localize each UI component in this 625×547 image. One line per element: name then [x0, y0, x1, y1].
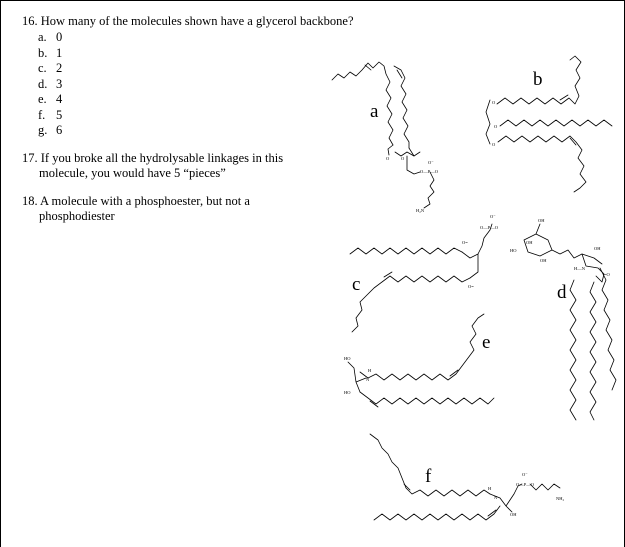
molecule-c-o-eq-top: O= [462, 240, 468, 245]
molecule-a-o2: O [401, 156, 405, 161]
molecule-c-bottom-chain [352, 276, 470, 332]
option-f[interactable]: f. 5 [38, 107, 63, 122]
molecule-b-bottom-chain [498, 136, 586, 192]
molecule-e [344, 314, 494, 407]
question-16: 16. How many of the molecules shown have a glycerol backbone? [22, 14, 354, 28]
molecule-f-bottom-chain [374, 506, 500, 520]
molecule-e-top-chain [360, 314, 484, 380]
option-g[interactable]: g. 6 [38, 123, 63, 137]
molecule-b-middle-chain [500, 120, 612, 126]
molecule-d-second-chain [600, 268, 616, 390]
option-a[interactable]: a. 0 [38, 30, 63, 44]
option-d[interactable]: d. 3 [38, 76, 63, 91]
molecule-f-label: f [425, 466, 432, 487]
molecule-a-p: O—P—O [420, 169, 439, 174]
molecule-b-glycerol [486, 100, 490, 144]
molecule-b-o2: O [494, 124, 498, 129]
molecule-a-o-minus: O⁻ [428, 160, 434, 165]
molecule-d-oh2: OH [526, 240, 533, 245]
molecule-e-backbone [348, 362, 366, 392]
molecule-f-n: N [494, 495, 498, 500]
molecule-d-oh3: OH [540, 258, 547, 263]
molecule-f-phosphate: O—P—O [516, 482, 535, 487]
molecule-d-o-eq: =O [604, 272, 610, 277]
molecule-d-ho: HO [510, 248, 517, 253]
molecule-c-o-eq-bottom: O= [468, 284, 474, 289]
molecule-f-nh2: NH₂ [556, 496, 565, 501]
molecule-a-ester-left [388, 145, 393, 155]
molecule-c-glycerol [462, 224, 492, 278]
molecule-c-top-chain [350, 248, 462, 254]
molecule-e-bottom-chain [360, 392, 494, 404]
question-18-line2: phosphodiester [39, 209, 115, 223]
molecule-f-o-minus: O⁻ [522, 472, 528, 477]
molecule-a-phosphate-ethanolamine [424, 172, 434, 208]
molecule-d [510, 218, 616, 420]
molecule-e-ho2: HO [344, 390, 351, 395]
molecule-c-label: c [352, 274, 361, 295]
molecule-c-o-minus: O⁻ [490, 214, 496, 219]
molecule-e-ho1: HO [344, 356, 351, 361]
molecule-f-oh: OH [510, 512, 517, 517]
molecule-d-oh4: OH [594, 246, 601, 251]
question-18-line1: 18. A molecule with a phosphoester, but not a [22, 194, 250, 208]
molecule-f-choline [530, 484, 560, 490]
molecule-b-o3: O [492, 142, 496, 147]
molecule-a-glycerol [395, 152, 420, 174]
molecule-a-h2n: H₂N [416, 208, 425, 213]
molecule-a-label: a [370, 101, 379, 122]
molecule-d-oh1: OH [538, 218, 545, 223]
molecule-e-bottom-double [370, 401, 378, 407]
molecule-f [370, 434, 564, 520]
question-17-line1: 17. If you broke all the hydrolysable linkages in this [22, 151, 284, 165]
option-e[interactable]: e. 4 [38, 92, 63, 106]
molecule-d-left-chain [570, 280, 576, 420]
molecule-d-label: d [557, 282, 567, 303]
molecule-a-left-chain [332, 62, 393, 145]
molecule-a-left-chain-double [365, 65, 371, 70]
molecule-d-hn: H—N [574, 266, 585, 271]
option-b[interactable]: b. 1 [38, 45, 63, 60]
molecule-a-right-chain [394, 66, 409, 148]
molecule-d-sugar-ring [524, 234, 552, 256]
molecule-a-o1: O [386, 156, 390, 161]
molecule-f-h: H [488, 486, 492, 491]
molecule-b-label: b [533, 69, 543, 90]
molecule-d-long-chain [590, 282, 596, 420]
molecule-e-h: H [368, 368, 372, 373]
molecule-a [332, 62, 439, 213]
question-17-line2: molecule, you would have 5 “pieces” [39, 166, 226, 180]
molecule-c [350, 214, 499, 332]
molecule-b-o1: O [492, 100, 496, 105]
option-c[interactable]: c. 2 [38, 61, 63, 75]
molecule-e-label: e [482, 332, 491, 353]
molecule-d-sphingosine [582, 254, 604, 282]
molecule-c-phosphate: O—P—O [480, 225, 499, 230]
molecule-e-n: N [366, 377, 370, 382]
molecule-b [486, 56, 612, 192]
